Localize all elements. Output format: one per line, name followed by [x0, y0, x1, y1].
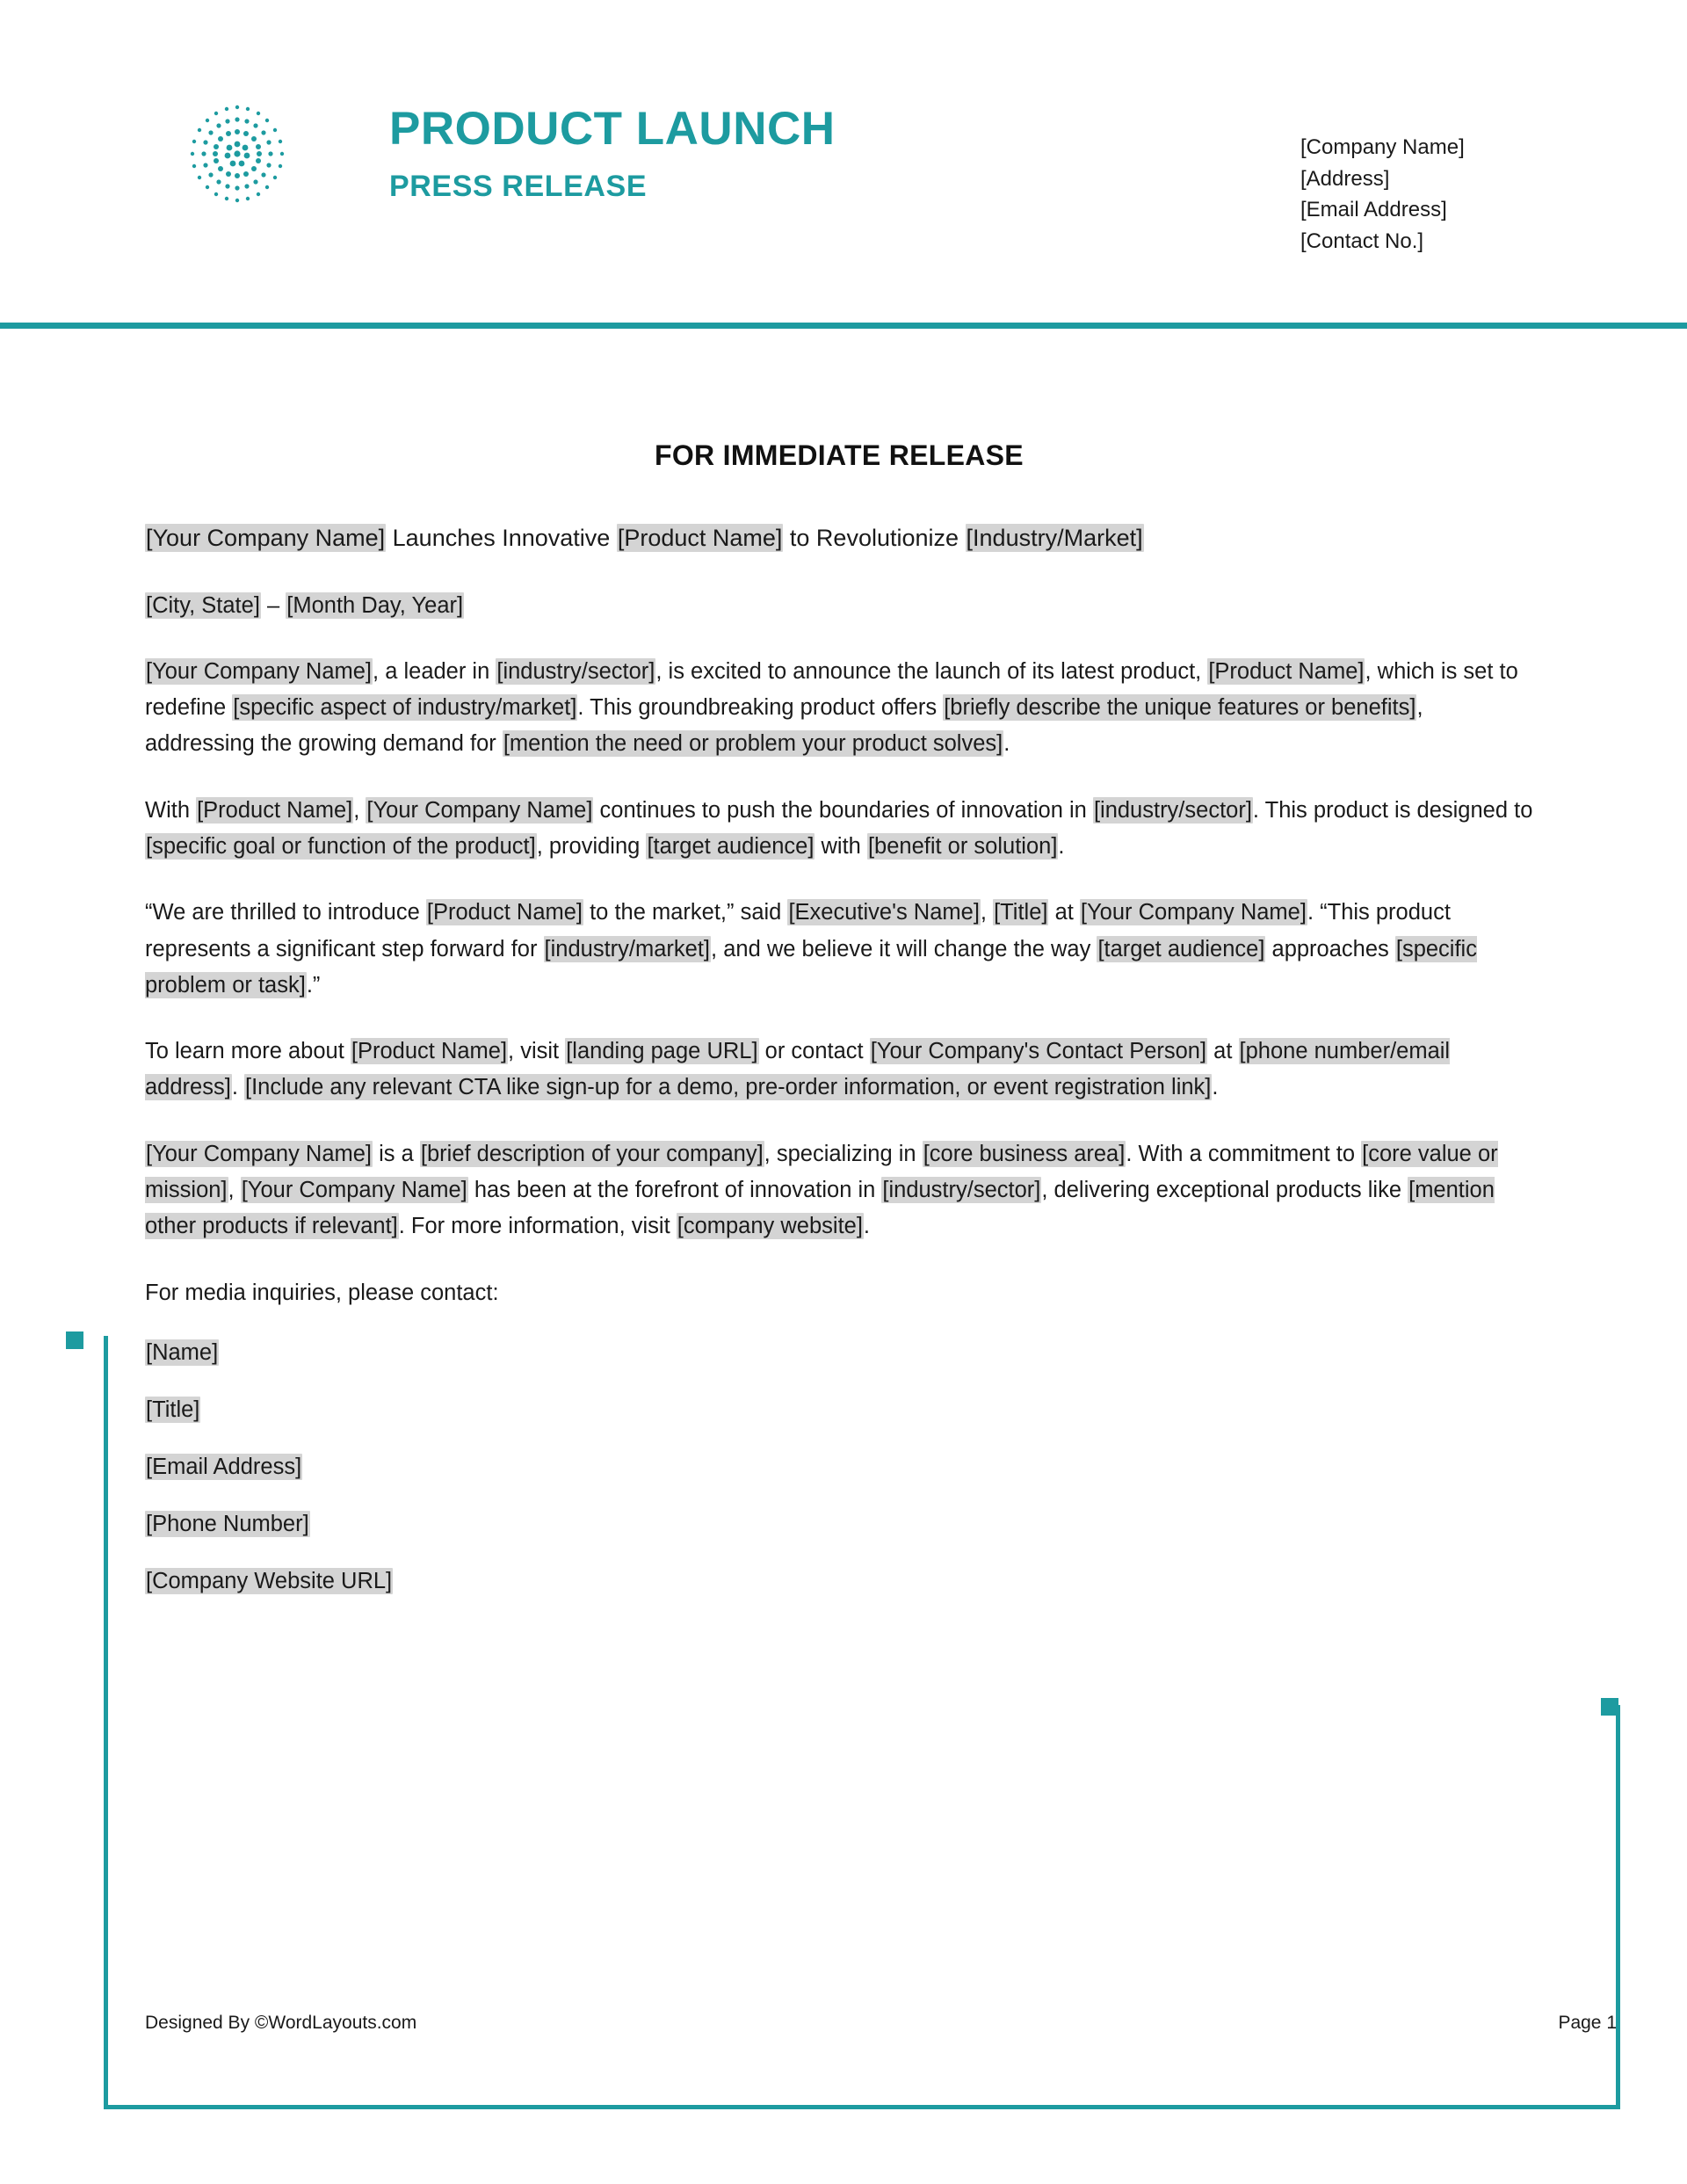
- headline-text-2: to Revolutionize: [783, 525, 966, 551]
- p5-placeholder-6: [industry/sector]: [882, 1178, 1041, 1203]
- contact-name-line: [145, 1335, 1533, 1371]
- headline-company-placeholder: [Your Company Name]: [146, 525, 386, 551]
- contact-phone-placeholder: [Phone Number]: [146, 1511, 309, 1536]
- frame-right-line: [1616, 1705, 1620, 2109]
- p4-text-2: or contact: [758, 1039, 870, 1064]
- dateline-city-placeholder: [City, State]: [146, 592, 260, 618]
- p1-placeholder-5: [briefly describe the unique features or benefits]: [944, 695, 1416, 721]
- headline-product-placeholder: [Product Name]: [617, 525, 783, 551]
- p3-text-4: . “This product represents a significant step forward for: [145, 900, 1451, 961]
- p4-text-5: .: [1212, 1075, 1219, 1100]
- p1-placeholder-4: [specific aspect of industry/market]: [233, 695, 577, 721]
- p3-placeholder-2: [Executive's Name]: [788, 900, 980, 925]
- p4-placeholder-1: [Product Name]: [351, 1039, 508, 1064]
- p5-placeholder-2: [brief description of your company]: [420, 1141, 764, 1166]
- company-email-field: [Email Address]: [1300, 198, 1447, 222]
- p5-text-1: is a: [373, 1141, 420, 1166]
- contact-email-placeholder: [Email Address]: [146, 1455, 302, 1480]
- contact-title-line: [145, 1392, 1533, 1428]
- contact-name-placeholder: [Name]: [146, 1340, 219, 1366]
- p5-placeholder-7: [mention other products if relevant]: [145, 1178, 1495, 1239]
- p5-text-4: ,: [228, 1178, 241, 1203]
- p3-text-5: , and we believe it will change the way: [711, 936, 1097, 961]
- p4-placeholder-5: [Include any relevant CTA like sign-up for a demo, pre-order information, or event registration link]: [244, 1075, 1212, 1100]
- p4-placeholder-4: [phone number/email address]: [145, 1039, 1451, 1100]
- p3-text-2: ,: [980, 900, 994, 925]
- header-divider: [0, 323, 1687, 329]
- dateline-separator: –: [260, 592, 286, 618]
- paragraph-1: [145, 654, 1533, 763]
- p2-placeholder-6: [benefit or solution]: [867, 833, 1058, 859]
- p1-placeholder-3: [Product Name]: [1208, 658, 1365, 684]
- p5-text-2: , specializing in: [764, 1141, 923, 1166]
- p1-text-1: , a leader in: [373, 658, 496, 684]
- p5-text-8: .: [863, 1214, 871, 1239]
- p1-text-4: . This groundbreaking product offers: [577, 695, 944, 721]
- document-body: [145, 439, 1533, 1620]
- contact-phone-line: [145, 1506, 1533, 1542]
- p1-placeholder-6: [mention the need or problem your product solves]: [503, 731, 1003, 757]
- p4-text-4: .: [231, 1075, 244, 1100]
- p3-placeholder-6: [target audience]: [1097, 936, 1265, 961]
- contact-website-placeholder: [Company Website URL]: [146, 1568, 393, 1593]
- p5-placeholder-1: [Your Company Name]: [146, 1141, 373, 1166]
- immediate-release-heading: FOR IMMEDIATE RELEASE: [655, 439, 1024, 471]
- p5-text-5: has been at the forefront of innovation in: [467, 1178, 882, 1203]
- title-block: [389, 104, 836, 204]
- paragraph-5-boilerplate: [145, 1136, 1533, 1245]
- contact-website-line: [145, 1564, 1533, 1600]
- company-info-block: [1300, 132, 1465, 257]
- p4-text-3: at: [1207, 1039, 1239, 1064]
- p3-text-3: at: [1048, 900, 1080, 925]
- p1-text-5: , addressing the growing demand for: [145, 695, 1423, 757]
- footer-credit: Designed By ©WordLayouts.com: [145, 2013, 417, 2033]
- contact-email-line: [145, 1449, 1533, 1485]
- p3-placeholder-7: [specific problem or task]: [145, 936, 1477, 998]
- p3-text-6: approaches: [1265, 936, 1395, 961]
- p2-text-2: continues to push the boundaries of innovation in: [593, 797, 1093, 823]
- p5-placeholder-5: [Your Company Name]: [241, 1178, 467, 1203]
- frame-bottom-line: [104, 2105, 1620, 2109]
- p2-text-0: With: [145, 797, 197, 823]
- frame-left-line: [104, 1336, 108, 2109]
- p2-placeholder-3: [industry/sector]: [1093, 797, 1252, 823]
- p4-text-1: , visit: [508, 1039, 566, 1064]
- paragraph-4-cta: [145, 1034, 1533, 1107]
- p2-text-5: with: [815, 833, 867, 859]
- p2-placeholder-1: [Product Name]: [197, 797, 353, 823]
- page-subtitle: PRESS RELEASE: [389, 170, 648, 204]
- p3-text-1: to the market,” said: [583, 900, 788, 925]
- p4-text-0: To learn more about: [145, 1039, 351, 1064]
- company-contact-field: [Contact No.]: [1300, 229, 1424, 253]
- p5-placeholder-8: [company website]: [677, 1214, 863, 1239]
- p3-text-0: “We are thrilled to introduce: [145, 900, 426, 925]
- p1-placeholder-1: [Your Company Name]: [146, 658, 373, 684]
- p5-text-6: , delivering exceptional products like: [1041, 1178, 1408, 1203]
- frame-square-right: [1601, 1698, 1618, 1716]
- dotted-circle-logo-icon: [180, 97, 294, 211]
- p3-placeholder-3: [Title]: [994, 900, 1048, 925]
- frame-square-left: [66, 1331, 83, 1349]
- page-title: PRODUCT LAUNCH: [389, 103, 836, 155]
- document-header: [0, 0, 1687, 325]
- p3-text-7: .”: [306, 972, 321, 998]
- dateline-date-placeholder: [Month Day, Year]: [286, 592, 464, 618]
- press-release-headline: [145, 520, 1533, 556]
- p2-placeholder-2: [Your Company Name]: [366, 797, 593, 823]
- company-name-field: [Company Name]: [1300, 135, 1465, 159]
- company-address-field: [Address]: [1300, 166, 1390, 191]
- p4-placeholder-2: [landing page URL]: [566, 1039, 758, 1064]
- p2-placeholder-5: [target audience]: [647, 833, 815, 859]
- p2-text-1: ,: [353, 797, 366, 823]
- dateline: [145, 588, 1533, 624]
- p3-placeholder-5: [industry/market]: [544, 936, 711, 961]
- p2-text-4: , providing: [536, 833, 647, 859]
- headline-text-1: Launches Innovative: [386, 525, 617, 551]
- p2-text-6: .: [1058, 833, 1065, 859]
- paragraph-2: [145, 793, 1533, 866]
- p2-placeholder-4: [specific goal or function of the product]: [146, 833, 536, 859]
- p1-placeholder-2: [industry/sector]: [496, 658, 655, 684]
- p3-placeholder-1: [Product Name]: [426, 900, 583, 925]
- paragraph-3-quote: [145, 895, 1533, 1004]
- p1-text-2: , is excited to announce the launch of its latest product,: [655, 658, 1208, 684]
- p5-text-7: . For more information, visit: [398, 1214, 677, 1239]
- p5-placeholder-3: [core business area]: [923, 1141, 1126, 1166]
- p2-text-3: . This product is designed to: [1252, 797, 1533, 823]
- media-inquiries-label: For media inquiries, please contact:: [145, 1280, 499, 1305]
- p4-placeholder-3: [Your Company's Contact Person]: [870, 1039, 1207, 1064]
- p1-text-3: , which is set to redefine: [145, 658, 1518, 721]
- headline-industry-placeholder: [Industry/Market]: [966, 525, 1143, 551]
- contact-title-placeholder: [Title]: [146, 1397, 200, 1423]
- footer-page-number: Page 1: [1558, 2013, 1617, 2033]
- p3-placeholder-4: [Your Company Name]: [1080, 900, 1307, 925]
- p5-text-3: . With a commitment to: [1126, 1141, 1362, 1166]
- p5-placeholder-4: [core value or mission]: [145, 1141, 1498, 1203]
- p1-text-6: .: [1003, 731, 1010, 757]
